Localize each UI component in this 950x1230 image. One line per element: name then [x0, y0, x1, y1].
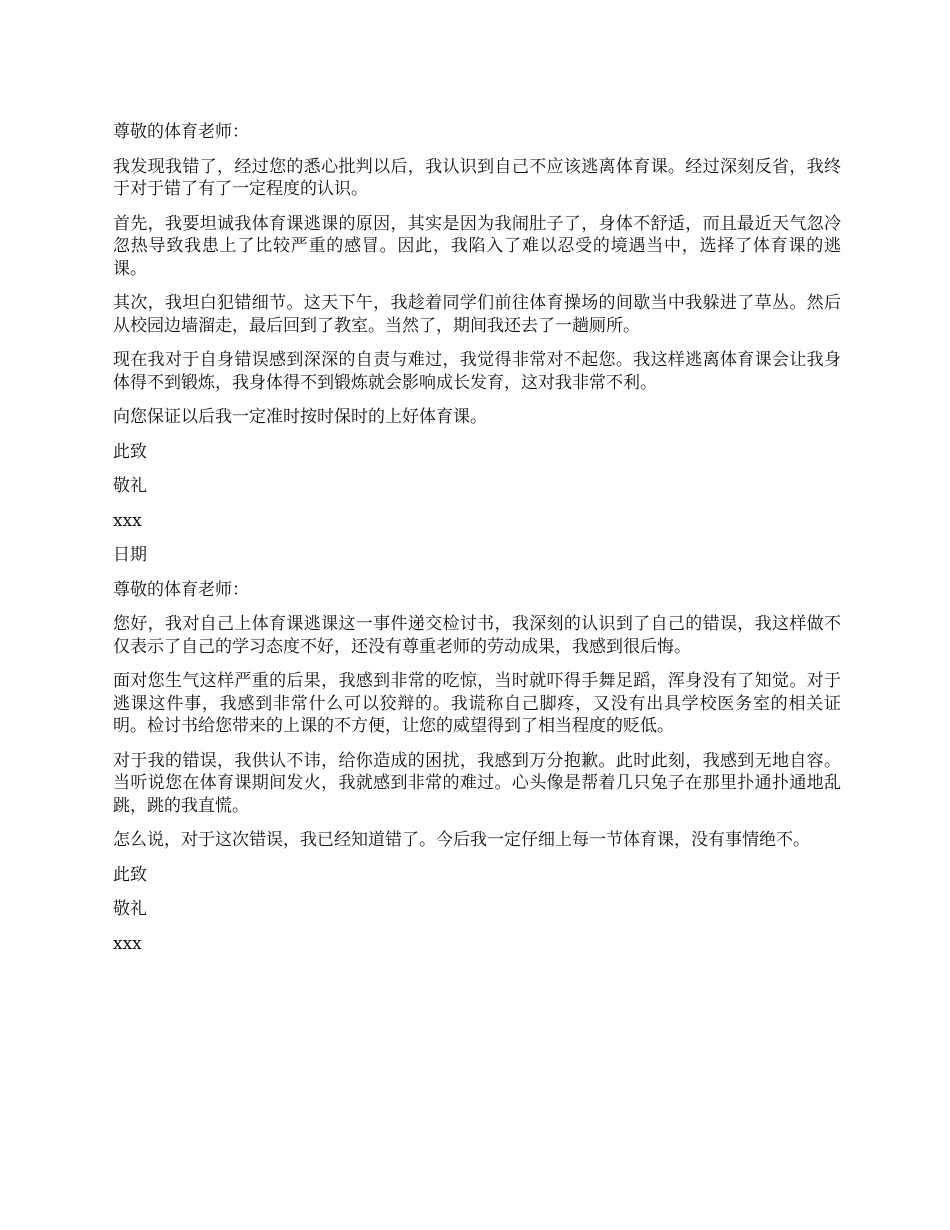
letter-2 [113, 579, 841, 956]
letter-2-paragraph-3: 对于我的错误，我供认不讳，给你造成的困扰，我感到万分抱歉。此时此刻，我感到无地自容。当听说您在体育课期间发火，我就感到非常的难过。心头像是帮着几只兔子在那里扑通扑通地乱跳，跳的我直慌。 [113, 750, 841, 816]
letter-1-paragraph-3: 其次，我坦白犯错细节。这天下午，我趁着同学们前往体育操场的间歇当中我躲进了草丛。然后从校园边墙溜走，最后回到了教室。当然了，期间我还去了一趟厕所。 [113, 293, 841, 336]
letter-1-closing-1: 此致 [113, 441, 147, 462]
letter-2-paragraph-1: 您好，我对自己上体育课逃课这一事件递交检讨书，我深刻的认识到了自己的错误，我这样做不仅表示了自己的学习态度不好，还没有尊重老师的劳动成果，我感到很后悔。 [113, 614, 841, 657]
letter-2-closing-2: 敬礼 [113, 899, 147, 919]
document-page [113, 121, 841, 967]
letter-1-signature: xxx [113, 510, 142, 531]
letter-1-salutation: 尊敬的体育老师： [113, 122, 249, 142]
letter-1-closing-2: 敬礼 [113, 476, 147, 496]
letter-2-signature: xxx [113, 933, 142, 954]
letter-2-paragraph-2: 面对您生气这样严重的后果，我感到非常的吃惊，当时就吓得手舞足蹈，浑身没有了知觉。对于逃课这件事，我感到非常什么可以狡辩的。我谎称自己脚疼，又没有出具学校医务室的相关证明。检讨书给您带来的上课的不方便，让您的威望得到了相当程度的贬低。 [113, 671, 841, 736]
letter-2-closing-1: 此致 [113, 864, 147, 885]
letter-2-salutation: 尊敬的体育老师： [113, 579, 249, 600]
letter-1-paragraph-4: 现在我对于自身错误感到深深的自责与难过，我觉得非常对不起您。我这样逃离体育课会让我身体得不到锻炼，我身体得不到锻炼就会影响成长发育，这对我非常不利。 [113, 350, 841, 393]
letter-1-paragraph-1: 我发现我错了，经过您的悉心批判以后，我认识到自己不应该逃离体育课。经过深刻反省，我终于对于错了有了一定程度的认识。 [113, 156, 841, 199]
letter-1-paragraph-5: 向您保证以后我一定准时按时保时的上好体育课。 [113, 407, 487, 427]
letter-1-paragraph-2: 首先，我要坦诚我体育课逃课的原因，其实是因为我闹肚子了，身体不舒适，而且最近天气忽冷忽热导致我患上了比较严重的感冒。因此，我陷入了难以忍受的境遇当中，选择了体育课的逃课。 [113, 213, 841, 279]
letter-1-date: 日期 [113, 545, 147, 565]
letter-2-paragraph-4: 怎么说，对于这次错误，我已经知道错了。今后我一定仔细上每一节体育课，没有事情绝不。 [113, 830, 810, 850]
letter-1 [113, 121, 841, 567]
